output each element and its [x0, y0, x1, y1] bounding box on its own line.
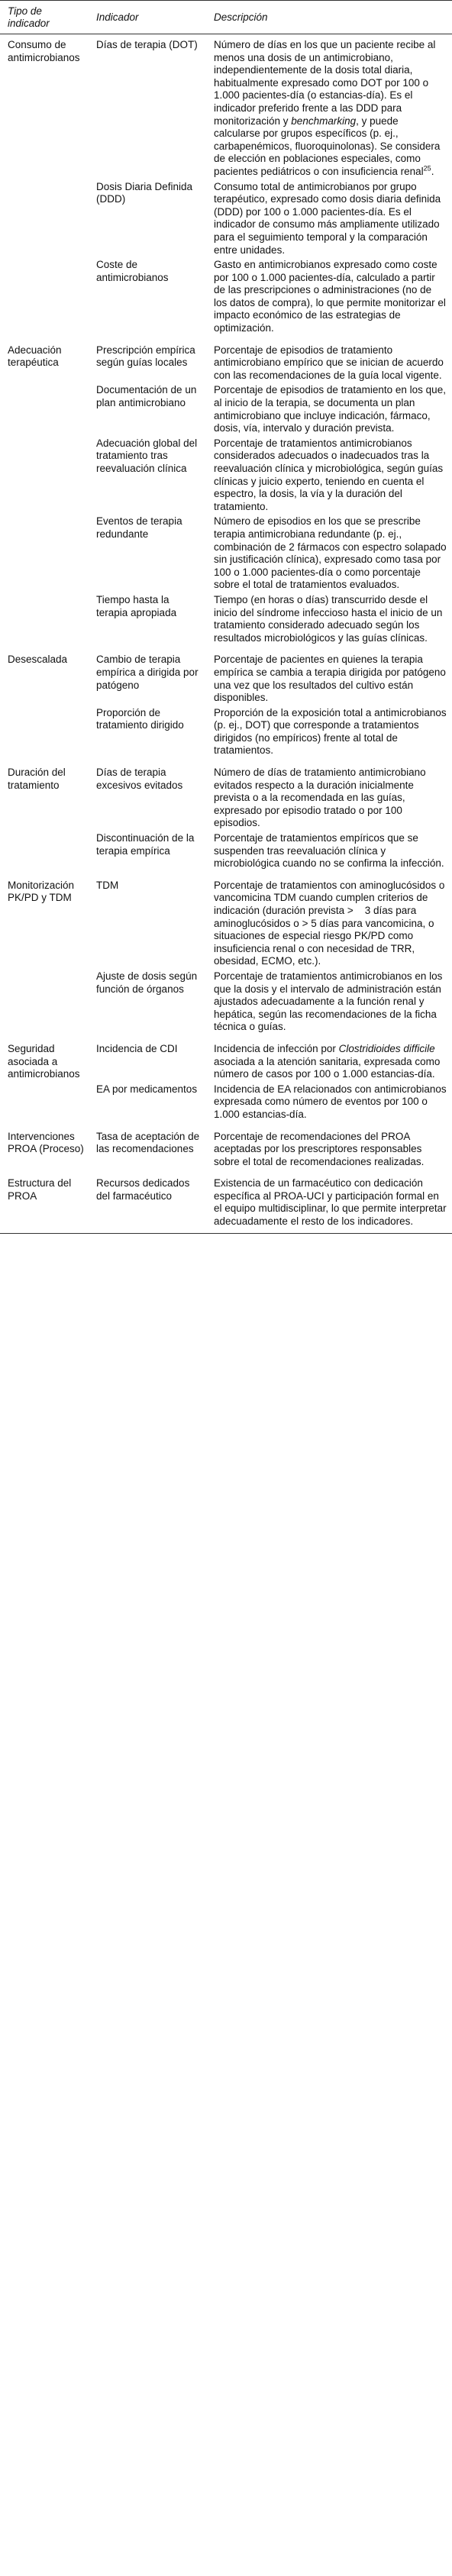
- indicator-type-cell: [0, 1081, 89, 1126]
- description-cell: [206, 762, 452, 830]
- description-text: , y puede calcularse por grupos específicos (p. ej., carbapenémicos, fluoroquinolonas). Se considera de elección en poblaciones especiales, como pacientes pediátricos o con insuficiencia renal: [214, 115, 441, 177]
- indicator-type-cell: Consumo de antimicrobianos: [8, 39, 80, 63]
- description-cell: [206, 257, 452, 340]
- description-text: Porcentaje de tratamientos antimicrobianos considerados adecuados o inadecuados tras la reevaluación clínica y microbiológica, según guías clínicas y juicio experto, teniendo en cuenta el espectro, la dosis, la vía y la duración del tratamiento.: [214, 437, 444, 512]
- indicator-type-cell: Adecuación terapéutica: [8, 344, 62, 369]
- description-cell: [206, 179, 452, 257]
- table-row: [0, 340, 452, 383]
- description-text: Porcentaje de episodios de tratamiento en los que, al inicio de la terapia, se documenta un plan antimicrobiano que incluye indicación, fármaco, dosis, vía, intervalo y duración prevista.: [214, 384, 446, 434]
- table-row: [0, 1081, 452, 1126]
- indicator-cell: Recursos dedicados del farmacéutico: [89, 1173, 206, 1233]
- table-row: [0, 1126, 452, 1173]
- description-text: Clostridioides difficile: [338, 1042, 435, 1054]
- header-indicator: Indicador: [89, 1, 206, 34]
- description-text: Porcentaje de tratamientos antimicrobianos en los que la dosis y el intervalo de administración están ajustados adecuadamente a la función renal y hepática, según las recomendaciones de la ficha técnica o guías.: [214, 970, 443, 1033]
- description-cell: [206, 705, 452, 762]
- indicator-cell: EA por medicamentos: [96, 1083, 198, 1095]
- description-text: Número de días de tratamiento antimicrobiano evitados respecto a la duración inicialmente prevista o a la recomendada en las guías, expresado por episodio tratado o por 100 episodios.: [214, 767, 426, 829]
- table-row: [0, 968, 452, 1038]
- table-row: [0, 649, 452, 704]
- indicator-cell: Adecuación global del tratamiento tras reevaluación clínica: [96, 437, 198, 474]
- description-text: benchmarking: [291, 115, 357, 127]
- description-cell: [206, 649, 452, 704]
- description-cell: [206, 592, 452, 649]
- description-cell: [206, 1038, 452, 1081]
- indicator-type-cell: [0, 592, 89, 649]
- table-row: [0, 705, 452, 762]
- description-text: Número de días en los que un paciente recibe al menos una dosis de un antimicrobiano, independientemente de la dosis total diaria, habitualmente expresado como DOT por 100 o 1.000 pacientes-día (o estancias-día). Es el indicador preferido frente a las DDD para monitorización y: [214, 39, 436, 127]
- indicator-type-cell: [0, 830, 89, 875]
- table-row: [0, 1038, 452, 1081]
- description-text: 25: [423, 164, 431, 173]
- indicator-type-cell: Intervenciones PROA (Proceso): [8, 1130, 84, 1155]
- indicator-cell: TDM: [96, 879, 119, 891]
- indicator-cell: Prescripción empírica según guías locales: [96, 344, 195, 369]
- indicator-type-cell: [0, 968, 89, 1038]
- description-text: .: [431, 165, 434, 177]
- description-cell: [206, 1081, 452, 1126]
- description-cell: [206, 875, 452, 968]
- table-body: [0, 34, 452, 1234]
- indicator-cell: Días de terapia (DOT): [96, 39, 198, 50]
- table-row: [0, 179, 452, 257]
- description-text: Tiempo (en horas o días) transcurrido desde el inicio del síndrome infeccioso hasta el inicio de un tratamiento considerado adecuado según los resultados microbiológicos y las guías clínicas.: [214, 593, 443, 644]
- description-cell: [206, 435, 452, 514]
- description-cell: [206, 1173, 452, 1233]
- table-row: [0, 257, 452, 340]
- description-cell: [206, 340, 452, 383]
- table-row: [0, 382, 452, 434]
- table-row: [0, 592, 452, 649]
- indicator-type-cell: [0, 513, 89, 592]
- description-text: Porcentaje de tratamientos con aminoglucósidos o vancomicina TDM cuando cumplen criterios de indicación (duración prevista > 3 días para aminoglucósidos o > 5 días para vancomicina, o situaciones de especial riesgo PK/PD como insuficiencia renal o con necesidad de TRR, obesidad, ECMO, etc.).: [214, 879, 445, 967]
- header-type: Tipo de indicador: [0, 1, 89, 34]
- description-text: Proporción de la exposición total a antimicrobianos (p. ej., DOT) que corresponde a tratamientos dirigidos (no empíricos) frente al total de tratamientos.: [214, 706, 447, 757]
- description-cell: [206, 1126, 452, 1173]
- indicator-cell: Documentación de un plan antimicrobiano: [96, 384, 197, 409]
- indicator-type-cell: Monitorización PK/PD y TDM: [8, 879, 75, 904]
- header-description: Descripción: [206, 1, 452, 34]
- table-row: [0, 435, 452, 514]
- description-text: Porcentaje de recomendaciones del PROA aceptadas por los prescriptores responsables sobre el total de recomendaciones realizadas.: [214, 1130, 425, 1167]
- indicator-cell: Coste de antimicrobianos: [96, 259, 169, 283]
- indicator-cell: Discontinuación de la terapia empírica: [96, 832, 195, 857]
- table-row: [0, 1173, 452, 1233]
- indicator-type-cell: [0, 435, 89, 514]
- description-cell: [206, 34, 452, 179]
- description-cell: [206, 830, 452, 875]
- description-cell: [206, 968, 452, 1038]
- description-text: Porcentaje de tratamientos empíricos que se suspenden tras reevaluación clínica y microbiológica cuando no se confirma la infección.: [214, 832, 444, 870]
- description-text: Número de episodios en los que se prescribe terapia antimicrobiana redundante (p. ej., combinación de 2 fármacos con espectro solapado sin justificación clínica), expresado como tasa por 100 o 1.000 pacientes-día o como porcentaje sobre el total de tratamientos evaluados.: [214, 515, 447, 591]
- indicator-cell: Tasa de aceptación de las recomendaciones: [96, 1130, 200, 1155]
- table-row: [0, 830, 452, 875]
- description-text: Porcentaje de episodios de tratamiento antimicrobiano empírico que se inician de acuerdo con las recomendaciones de la guía local vigente.: [214, 344, 444, 381]
- description-cell: [206, 382, 452, 434]
- indicator-type-cell: [0, 179, 89, 257]
- indicators-table: [0, 0, 452, 1234]
- table-row: [0, 762, 452, 830]
- indicator-cell: Ajuste de dosis según función de órganos: [96, 970, 198, 995]
- description-text: Consumo total de antimicrobianos por grupo terapéutico, expresado como dosis diaria definida (DDD) por 100 o 1.000 pacientes-día. Es el indicador de consumo más ampliamente utilizado para el seguimiento temporal y la comparación entre unidades.: [214, 180, 441, 256]
- table-row: [0, 513, 452, 592]
- indicator-cell: Cambio de terapia empírica a dirigida por patógeno: [96, 654, 199, 691]
- description-cell: [206, 513, 452, 592]
- table-row: [0, 34, 452, 179]
- table-header-row: [0, 1, 452, 34]
- indicator-type-cell: [0, 705, 89, 762]
- description-text: asociada a la atención sanitaria, expresada como número de casos por 100 o 1.000 estancias-día.: [214, 1055, 441, 1080]
- table-row: [0, 875, 452, 968]
- indicator-cell: Incidencia de CDI: [96, 1042, 178, 1054]
- indicator-cell: Proporción de tratamiento dirigido: [96, 706, 184, 731]
- indicator-cell: Días de terapia excesivos evitados: [96, 767, 183, 791]
- indicator-cell: Eventos de terapia redundante: [96, 515, 182, 540]
- description-text: Incidencia de infección por: [214, 1042, 339, 1054]
- indicator-type-cell: Seguridad asociada a antimicrobianos: [8, 1042, 80, 1080]
- indicator-type-cell: Desescalada: [8, 654, 68, 666]
- description-text: Porcentaje de pacientes en quienes la terapia empírica se cambia a terapia dirigida por patógeno una vez que los resultados del cultivo están disponibles.: [214, 654, 446, 704]
- description-text: Existencia de un farmacéutico con dedicación específica al PROA-UCI y participación formal en el equipo multidisciplinar, lo que permite interpretar adecuadamente el resto de los indicadores.: [214, 1177, 447, 1228]
- indicator-type-cell: Duración del tratamiento: [8, 767, 66, 791]
- indicator-type-cell: [0, 257, 89, 340]
- indicator-type-cell: Estructura del PROA: [0, 1173, 89, 1233]
- indicator-type-cell: [0, 382, 89, 434]
- indicator-cell: Dosis Diaria Definida (DDD): [96, 180, 193, 205]
- indicator-cell: Tiempo hasta la terapia apropiada: [96, 593, 177, 618]
- description-text: Gasto en antimicrobianos expresado como coste por 100 o 1.000 pacientes-día, calculado a partir de las prescripciones o administraciones (no de los datos de compra), lo que permite monitorizar el impacto económico de las estrategias de optimización.: [214, 259, 446, 334]
- description-text: Incidencia de EA relacionados con antimicrobianos expresada como número de eventos por 100 o 1.000 estancias-día.: [214, 1083, 447, 1120]
